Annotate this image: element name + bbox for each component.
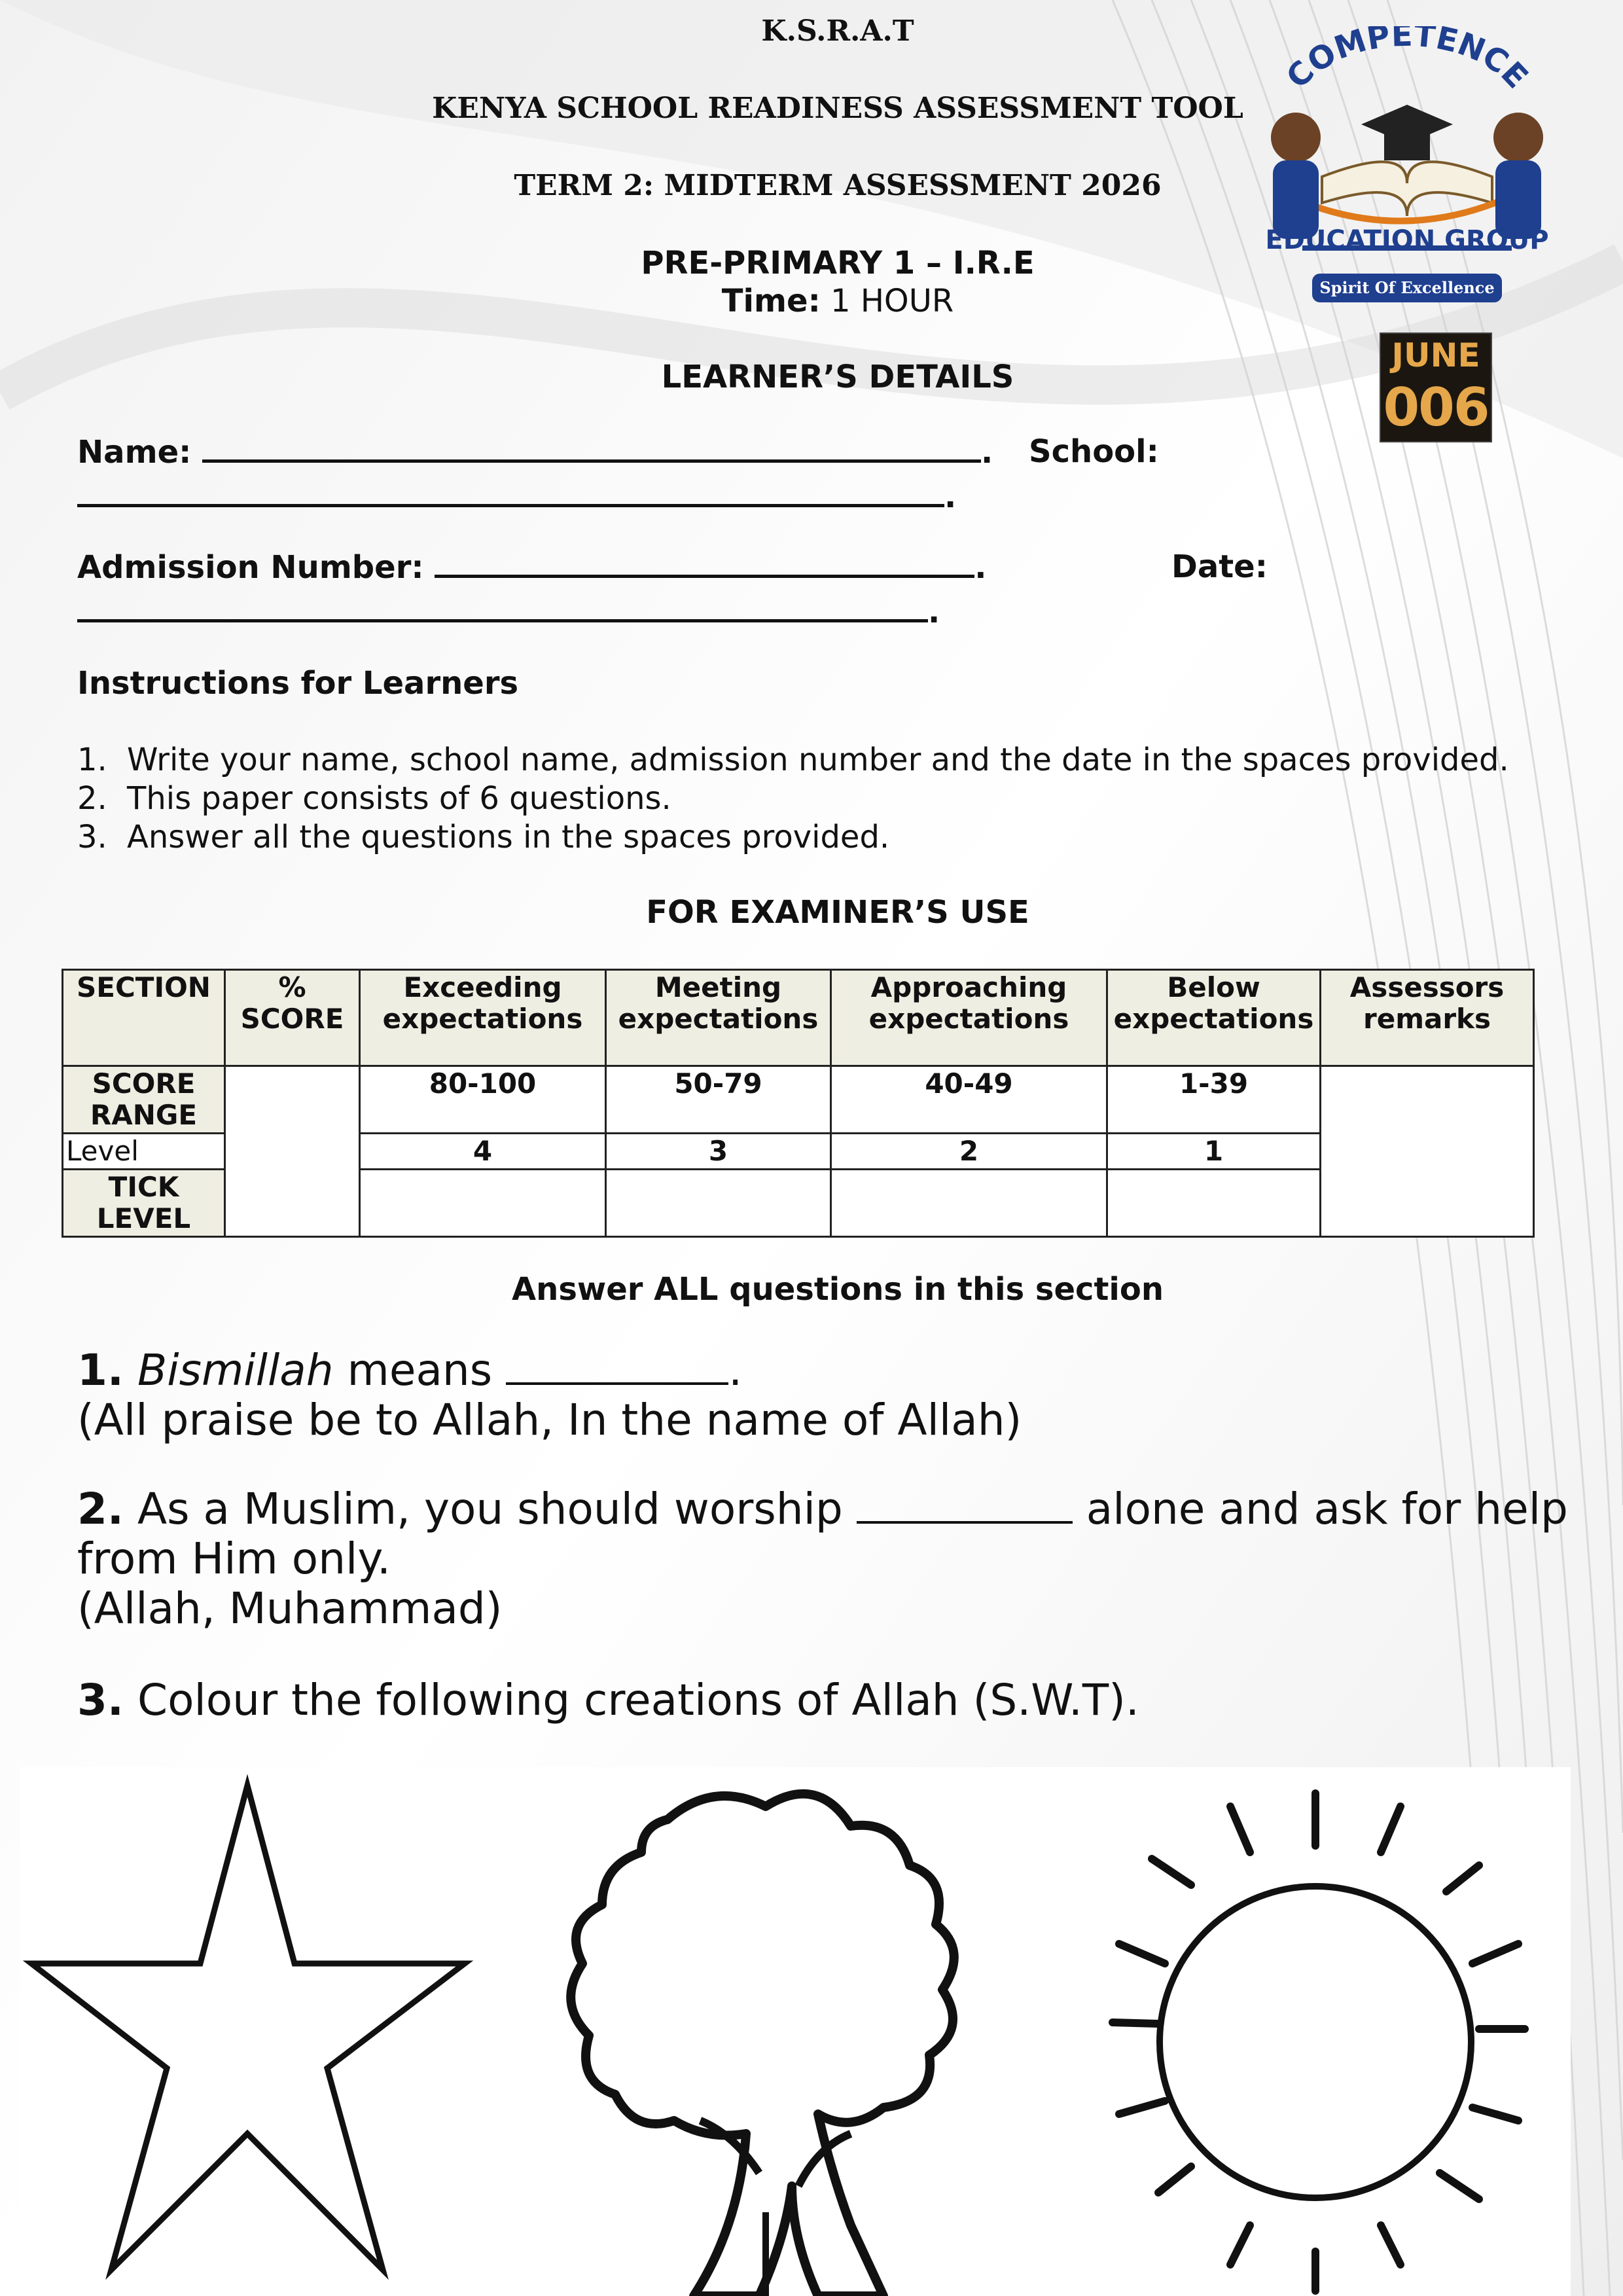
class-subject: PRE-PRIMARY 1 – I.R.E (641, 245, 1035, 281)
table-cell: 2 (831, 1134, 1107, 1170)
logo-tagline: Spirit Of Excellence (1319, 278, 1495, 297)
header-cell: % SCORE (225, 970, 360, 1066)
assessment-tool-name: KENYA SCHOOL READINESS ASSESSMENT TOOL (432, 92, 1243, 125)
learner-details-title: LEARNER’S DETAILS (661, 359, 1014, 395)
school-label: School: (1029, 433, 1159, 470)
logo-top-text: COMPETENCE (1279, 26, 1535, 96)
time-label: Time: (721, 283, 821, 319)
table-cell: 80-100 (360, 1066, 606, 1134)
question-number: 1. (77, 1345, 124, 1395)
tick-cell[interactable] (831, 1170, 1107, 1237)
name-field[interactable] (202, 433, 981, 463)
assessment-acronym: K.S.R.A.T (761, 14, 914, 48)
logo-main-text: EDUCATION GROUP (1265, 225, 1549, 255)
question-options: (All praise be to Allah, In the name of Allah) (77, 1395, 1022, 1445)
name-row: Name: . (77, 434, 993, 471)
time-value: 1 HOUR (830, 283, 954, 319)
tick-cell[interactable] (1107, 1170, 1321, 1237)
admission-label: Admission Number: (77, 549, 424, 586)
examiner-title: FOR EXAMINER’S USE (646, 894, 1029, 931)
question-2: 2. As a Muslim, you should worship alone and ask for help from Him only. (Allah, Muhammad) (77, 1484, 1602, 1634)
question-1: 1. Bismillah means . (All praise be to Allah, In the name of Allah) (77, 1346, 1582, 1445)
question-number: 3. (77, 1675, 124, 1725)
badge-month: JUNE (1391, 336, 1480, 374)
assessment-term: TERM 2: MIDTERM ASSESSMENT 2026 (514, 169, 1162, 202)
tick-cell[interactable] (606, 1170, 831, 1237)
header-cell: Assessors remarks (1321, 970, 1534, 1066)
table-cell: 1 (1107, 1134, 1321, 1170)
sun-drawing[interactable] (1034, 1767, 1571, 2296)
badge-code: 006 (1383, 377, 1489, 438)
table-cell: 3 (606, 1134, 831, 1170)
tick-cell[interactable] (360, 1170, 606, 1237)
answer-blank[interactable] (857, 1485, 1073, 1524)
examiner-table (62, 969, 1535, 1238)
logo-graphic (1250, 26, 1564, 314)
header-cell: SECTION (63, 970, 225, 1066)
svg-text:COMPETENCE (1279, 26, 1535, 96)
school-field[interactable] (77, 478, 944, 507)
date-field[interactable] (77, 593, 928, 622)
date-field-row: . (77, 593, 940, 630)
star-drawing[interactable] (20, 1767, 491, 2296)
table-cell: 1-39 (1107, 1066, 1321, 1134)
table-cell: 4 (360, 1134, 606, 1170)
score-range-row (63, 1066, 1534, 1134)
score-range-label: SCORE RANGE (63, 1066, 225, 1134)
admission-row: Admission Number: . (77, 549, 987, 586)
header-cell: Below expectations (1107, 970, 1321, 1066)
date-label: Date: (1171, 548, 1268, 585)
tree-drawing[interactable] (543, 1767, 1041, 2296)
colouring-area (20, 1767, 1571, 2296)
question-3: 3. Colour the following creations of Allah (S.W.T). (77, 1675, 1139, 1725)
header-cell: Exceeding expectations (360, 970, 606, 1066)
instruction-item: 2. This paper consists of 6 questions. (77, 780, 671, 817)
school-field-row: . (77, 478, 956, 515)
question-italic-term: Bismillah (137, 1345, 334, 1395)
answer-blank[interactable] (506, 1346, 728, 1385)
table-header-row (63, 970, 1534, 1066)
instruction-item: 3. Answer all the questions in the spaces provided. (77, 819, 890, 855)
percent-score-cell[interactable] (225, 1066, 360, 1237)
school-logo (1250, 26, 1564, 314)
tick-level-label: TICK LEVEL (63, 1170, 225, 1237)
header-cell: Approaching expectations (831, 970, 1107, 1066)
instructions-title: Instructions for Learners (77, 665, 519, 702)
instructions-list (77, 741, 1509, 857)
question-options: (Allah, Muhammad) (77, 1583, 503, 1634)
name-label: Name: (77, 434, 192, 471)
level-label: Level (63, 1134, 225, 1170)
assessors-remarks-cell[interactable] (1321, 1066, 1534, 1237)
admission-field[interactable] (435, 548, 974, 578)
table-cell: 40-49 (831, 1066, 1107, 1134)
question-number: 2. (77, 1484, 124, 1534)
section-title: Answer ALL questions in this section (512, 1271, 1164, 1308)
instruction-item: 1. Write your name, school name, admission number and the date in the spaces provided. (77, 742, 1509, 778)
header-cell: Meeting expectations (606, 970, 831, 1066)
table-cell: 50-79 (606, 1066, 831, 1134)
